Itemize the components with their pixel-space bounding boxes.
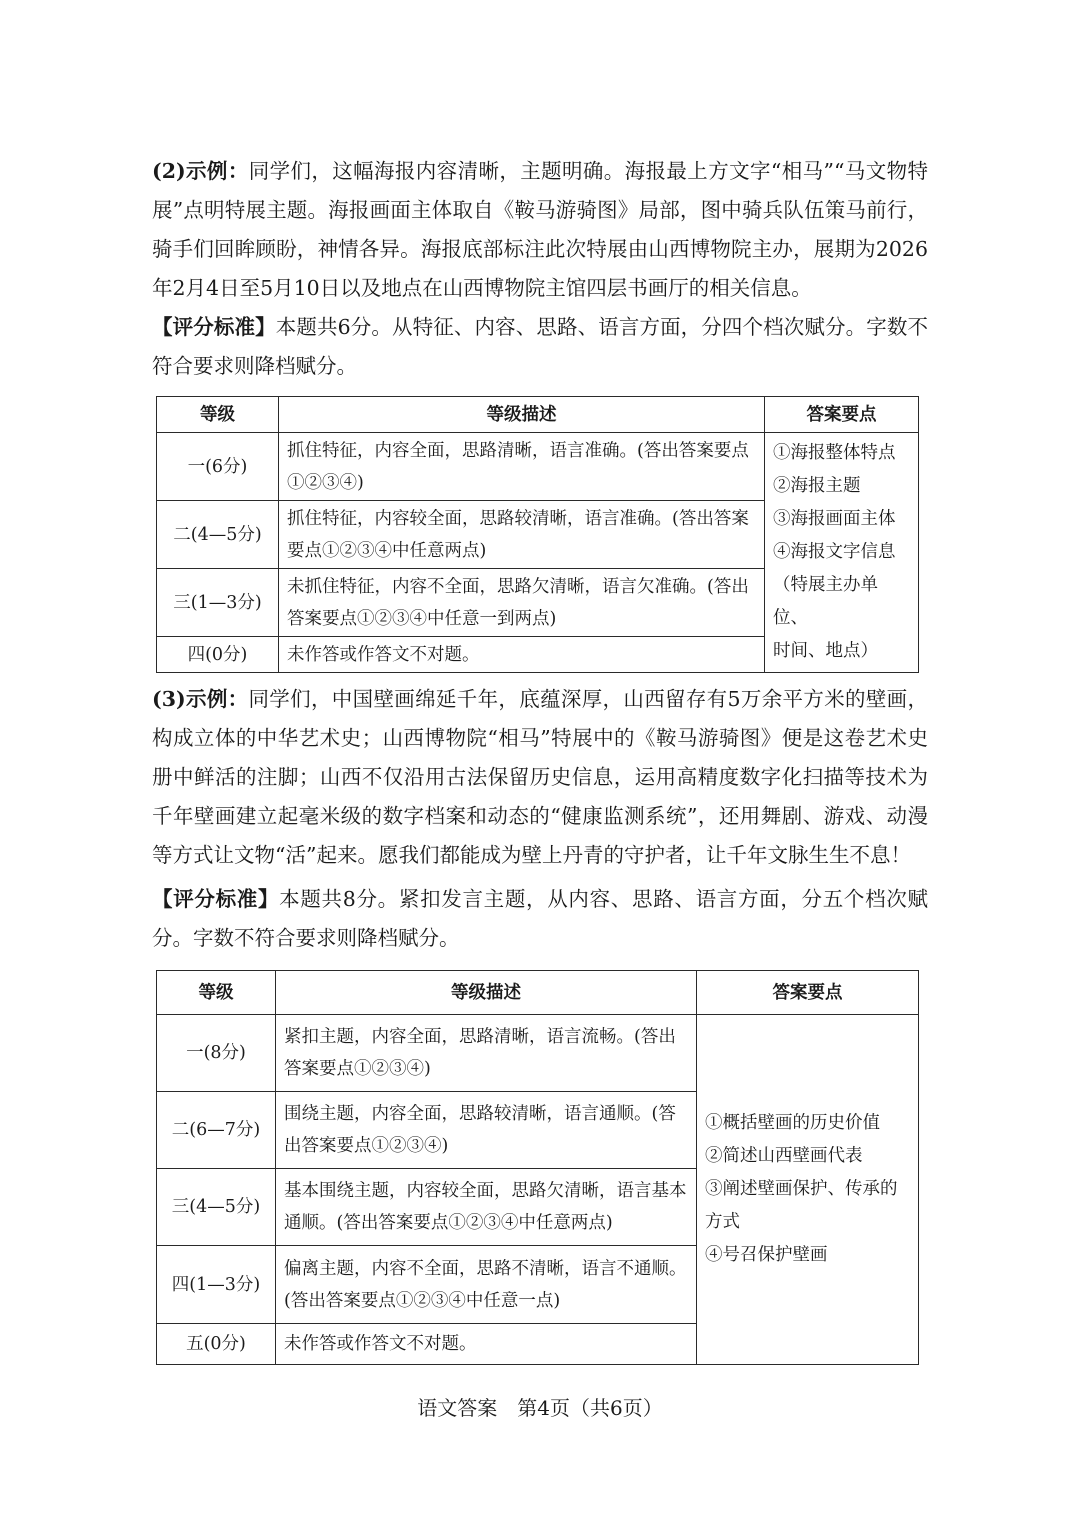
- q3-example-paragraph: [152, 680, 928, 875]
- description-cell: 紧扣主题，内容全面，思路清晰，语言流畅。(答出答案要点①②③④): [276, 1015, 697, 1092]
- header-points: 答案要点: [765, 397, 919, 433]
- answer-points-cell: [765, 433, 919, 673]
- level-cell: 一(8分): [157, 1015, 276, 1092]
- answer-point: ④号召保护壁画: [705, 1245, 828, 1265]
- header-points: 答案要点: [697, 971, 919, 1015]
- answer-point: ③阐述壁画保护、传承的: [705, 1179, 898, 1199]
- table-row: [157, 1015, 919, 1092]
- q2-grading-table: [156, 396, 919, 673]
- q3-criteria-paragraph: [152, 880, 928, 958]
- answer-point: ②海报主题: [773, 476, 861, 496]
- description-cell: 围绕主题，内容全面，思路较清晰，语言通顺。(答出答案要点①②③④): [276, 1092, 697, 1169]
- answer-points-cell: [697, 1015, 919, 1365]
- level-cell: 四(0分): [157, 637, 279, 673]
- table-header-row: [157, 397, 919, 433]
- answer-point: ①概括壁画的历史价值: [705, 1113, 880, 1133]
- level-cell: 二(6—7分): [157, 1092, 276, 1169]
- page-footer: 语文答案 第4页（共6页）: [417, 1396, 663, 1420]
- description-cell: 偏离主题，内容不全面，思路不清晰，语言不通顺。(答出答案要点①②③④中任意一点): [276, 1246, 697, 1324]
- q3-grading-table: [156, 970, 919, 1365]
- answer-point: （特展主办单位、: [773, 575, 878, 628]
- description-cell: 抓住特征，内容较全面，思路较清晰，语言准确。(答出答案要点①②③④中任意两点): [279, 501, 765, 569]
- q2-lead: (2)示例：: [152, 159, 249, 183]
- description-cell: 未抓住特征，内容不全面，思路欠清晰，语言欠准确。(答出答案要点①②③④中任意一到两点): [279, 569, 765, 637]
- q2-example-paragraph: [152, 152, 928, 308]
- description-cell: 未作答或作答文不对题。: [276, 1324, 697, 1365]
- answer-point: ②简述山西壁画代表: [705, 1146, 863, 1166]
- q3-lead: (3)示例：: [152, 687, 249, 711]
- header-level: 等级: [157, 971, 276, 1015]
- table-header-row: [157, 971, 919, 1015]
- answer-point: ①海报整体特点: [773, 443, 896, 463]
- q3-criteria-tag: 【评分标准】: [152, 887, 280, 911]
- q3-criteria-text: 本题共8分。紧扣发言主题，从内容、思路、语言方面，分五个档次赋分。字数不符合要求则降档赋分。: [152, 887, 929, 950]
- level-cell: 二(4—5分): [157, 501, 279, 569]
- header-level: 等级: [157, 397, 279, 433]
- q3-text: 同学们，中国壁画绵延千年，底蕴深厚，山西留存有5万余平方米的壁画，构成立体的中华艺术史；山西博物院“相马”特展中的《鞍马游骑图》便是这卷艺术史册中鲜活的注脚；山西不仅沿用古法保留历史信息，运用高精度数字化扫描等技术为千年壁画建立起毫米级的数字档案和动态的“健康监测系统”，还用舞剧、游戏、动漫等方式让文物“活”起来。愿我们都能成为壁上丹青的守护者，让千年文脉生生不息！: [152, 687, 928, 867]
- description-cell: 抓住特征，内容全面，思路清晰，语言准确。(答出答案要点①②③④): [279, 433, 765, 501]
- q2-criteria-paragraph: [152, 308, 928, 386]
- level-cell: 四(1—3分): [157, 1246, 276, 1324]
- level-cell: 三(1—3分): [157, 569, 279, 637]
- table-row: [157, 433, 919, 501]
- level-cell: 三(4—5分): [157, 1169, 276, 1246]
- level-cell: 五(0分): [157, 1324, 276, 1365]
- header-description: 等级描述: [279, 397, 765, 433]
- answer-point: 时间、地点）: [773, 641, 878, 661]
- answer-point: ④海报文字信息: [773, 542, 896, 562]
- answer-point: 方式: [705, 1212, 740, 1232]
- level-cell: 一(6分): [157, 433, 279, 501]
- q2-criteria-tag: 【评分标准】: [152, 315, 276, 339]
- description-cell: 未作答或作答文不对题。: [279, 637, 765, 673]
- q2-text: 同学们，这幅海报内容清晰，主题明确。海报最上方文字“相马”“马文物特展”点明特展主题。海报画面主体取自《鞍马游骑图》局部，图中骑兵队伍策马前行，骑手们回眸顾盼，神情各异。海报底部标注此次特展由山西博物院主办，展期为2026年2月4日至5月10日以及地点在山西博物院主馆四层书画厅的相关信息。: [152, 159, 928, 300]
- q2-criteria-text: 本题共6分。从特征、内容、思路、语言方面，分四个档次赋分。字数不符合要求则降档赋分。: [152, 315, 929, 378]
- header-description: 等级描述: [276, 971, 697, 1015]
- answer-point: ③海报画面主体: [773, 509, 896, 529]
- description-cell: 基本围绕主题，内容较全面，思路欠清晰，语言基本通顺。(答出答案要点①②③④中任意两点): [276, 1169, 697, 1246]
